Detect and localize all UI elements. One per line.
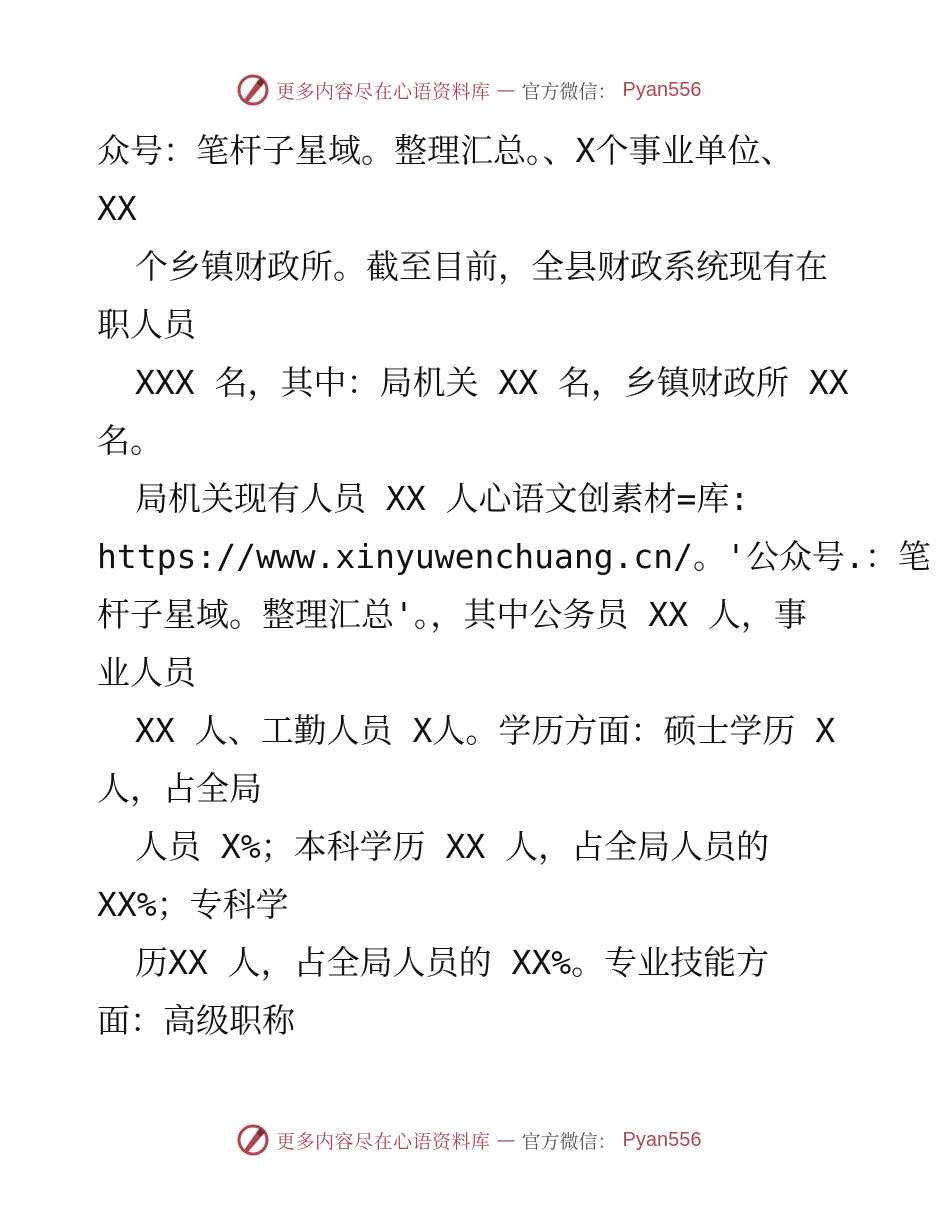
text-line: 众号：笔杆子星域。整理汇总。、X个事业单位、 [97,131,794,170]
text-line: 杆子星域。整理汇总'。，其中公务员 XX 人，事 [97,595,807,634]
text-line: 局机关现有人员 XX 人心语文创素材=库: [135,479,750,518]
banner-separator: — [496,1129,516,1151]
banner-title: 更多内容尽在心语资料库 [276,80,491,103]
text-line: 面：高级职称 [97,1001,295,1040]
text-line: 人，占全局 [97,769,262,808]
text-line: XXX 名，其中：局机关 XX 名，乡镇财政所 XX [135,363,849,402]
pen-logo-icon [236,1123,270,1157]
banner-wechat-label: 官方微信： [521,1130,617,1153]
text-line: XX%；专科学 [97,885,289,924]
pen-logo-icon [236,73,270,107]
text-line: 人员 X%；本科学历 XX 人，占全局人员的 [135,827,770,866]
text-line: XX [97,189,137,228]
text-line: 业人员 [97,653,196,692]
body-text [97,122,931,1050]
banner-wechat-label: 官方微信： [521,80,617,103]
text-line: 名。 [97,421,163,460]
banner-wechat-id: Pyan556 [622,78,702,101]
text-line: 个乡镇财政所。截至目前，全县财政系统现有在 [135,247,828,286]
text-line: XX 人、工勤人员 X人。学历方面：硕士学历 X [135,711,836,750]
banner-title: 更多内容尽在心语资料库 [276,1130,491,1153]
header-banner[interactable] [236,72,702,108]
banner-wechat-id: Pyan556 [622,1128,702,1151]
text-line: 历XX 人，占全局人员的 XX%。专业技能方 [135,943,770,982]
banner-separator: — [496,79,516,101]
text-line-url: https://www.xinyuwenchuang.cn/。'公众号.：笔 [97,537,931,576]
footer-banner[interactable] [236,1122,702,1158]
text-line: 职人员 [97,305,196,344]
